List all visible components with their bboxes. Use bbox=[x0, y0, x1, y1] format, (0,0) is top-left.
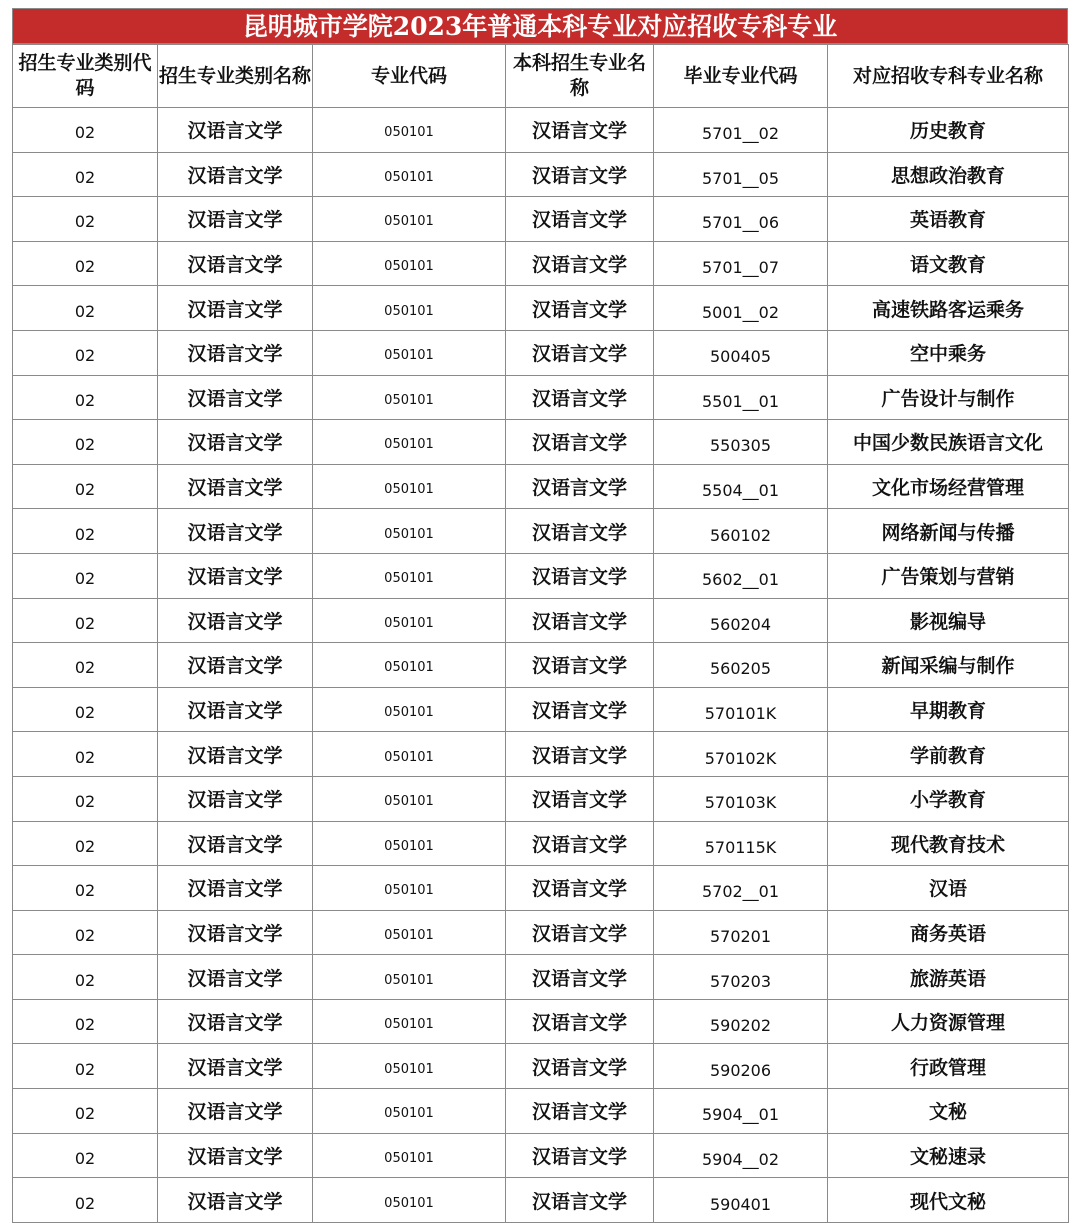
category-code-cell: 02 bbox=[13, 910, 158, 955]
category-name-cell: 汉语言文学 bbox=[158, 776, 313, 821]
category-code-cell: 02 bbox=[13, 197, 158, 242]
target-major-cell: 旅游英语 bbox=[828, 955, 1069, 1000]
target-major-cell: 广告设计与制作 bbox=[828, 375, 1069, 420]
major-name-cell: 汉语言文学 bbox=[506, 509, 654, 554]
category-code-cell: 02 bbox=[13, 420, 158, 465]
header-major-name: 本科招生专业名称 bbox=[506, 45, 654, 108]
target-major-cell: 英语教育 bbox=[828, 197, 1069, 242]
target-major-cell: 文秘速录 bbox=[828, 1133, 1069, 1178]
category-code-cell: 02 bbox=[13, 1133, 158, 1178]
major-name-cell: 汉语言文学 bbox=[506, 241, 654, 286]
table-row bbox=[13, 687, 1069, 732]
graduate-code-cell: 570201 bbox=[654, 910, 828, 955]
target-major-cell: 空中乘务 bbox=[828, 330, 1069, 375]
category-name-cell: 汉语言文学 bbox=[158, 732, 313, 777]
graduate-code-cell: 570102K bbox=[654, 732, 828, 777]
graduate-code-cell: 560204 bbox=[654, 598, 828, 643]
target-major-cell: 现代文秘 bbox=[828, 1178, 1069, 1223]
category-name-cell: 汉语言文学 bbox=[158, 330, 313, 375]
major-code-cell: 050101 bbox=[313, 821, 506, 866]
category-name-cell: 汉语言文学 bbox=[158, 286, 313, 331]
table-row bbox=[13, 197, 1069, 242]
graduate-code-cell: 590401 bbox=[654, 1178, 828, 1223]
major-code-cell: 050101 bbox=[313, 330, 506, 375]
table-row bbox=[13, 464, 1069, 509]
category-name-cell: 汉语言文学 bbox=[158, 999, 313, 1044]
graduate-code-cell: 560205 bbox=[654, 643, 828, 688]
table-row bbox=[13, 732, 1069, 777]
category-code-cell: 02 bbox=[13, 375, 158, 420]
major-code-cell: 050101 bbox=[313, 241, 506, 286]
major-name-cell: 汉语言文学 bbox=[506, 910, 654, 955]
table-row bbox=[13, 509, 1069, 554]
table-row bbox=[13, 776, 1069, 821]
header-category-name: 招生专业类别名称 bbox=[158, 45, 313, 108]
table-row bbox=[13, 420, 1069, 465]
major-code-cell: 050101 bbox=[313, 999, 506, 1044]
table-row bbox=[13, 643, 1069, 688]
major-code-cell: 050101 bbox=[313, 866, 506, 911]
graduate-code-cell: 5504__01 bbox=[654, 464, 828, 509]
table-title: 昆明城市学院2023年普通本科专业对应招收专科专业 bbox=[12, 8, 1068, 44]
header-graduate-code: 毕业专业代码 bbox=[654, 45, 828, 108]
graduate-code-cell: 550305 bbox=[654, 420, 828, 465]
graduate-code-cell: 570203 bbox=[654, 955, 828, 1000]
major-name-cell: 汉语言文学 bbox=[506, 1089, 654, 1134]
major-name-cell: 汉语言文学 bbox=[506, 330, 654, 375]
table-row bbox=[13, 866, 1069, 911]
target-major-cell: 早期教育 bbox=[828, 687, 1069, 732]
major-name-cell: 汉语言文学 bbox=[506, 643, 654, 688]
major-name-cell: 汉语言文学 bbox=[506, 1133, 654, 1178]
header-major-code: 专业代码 bbox=[313, 45, 506, 108]
category-name-cell: 汉语言文学 bbox=[158, 866, 313, 911]
major-name-cell: 汉语言文学 bbox=[506, 955, 654, 1000]
category-name-cell: 汉语言文学 bbox=[158, 553, 313, 598]
category-code-cell: 02 bbox=[13, 108, 158, 153]
category-code-cell: 02 bbox=[13, 1089, 158, 1134]
graduate-code-cell: 590206 bbox=[654, 1044, 828, 1089]
category-name-cell: 汉语言文学 bbox=[158, 955, 313, 1000]
table-row bbox=[13, 999, 1069, 1044]
major-name-cell: 汉语言文学 bbox=[506, 1044, 654, 1089]
major-name-cell: 汉语言文学 bbox=[506, 821, 654, 866]
major-name-cell: 汉语言文学 bbox=[506, 420, 654, 465]
table-row bbox=[13, 241, 1069, 286]
major-code-cell: 050101 bbox=[313, 464, 506, 509]
table-body bbox=[13, 108, 1069, 1223]
category-name-cell: 汉语言文学 bbox=[158, 1044, 313, 1089]
major-code-cell: 050101 bbox=[313, 1133, 506, 1178]
major-code-cell: 050101 bbox=[313, 108, 506, 153]
category-name-cell: 汉语言文学 bbox=[158, 643, 313, 688]
category-name-cell: 汉语言文学 bbox=[158, 1178, 313, 1223]
spreadsheet bbox=[12, 8, 1068, 1223]
graduate-code-cell: 5001__02 bbox=[654, 286, 828, 331]
table-row bbox=[13, 1044, 1069, 1089]
target-major-cell: 广告策划与营销 bbox=[828, 553, 1069, 598]
major-code-cell: 050101 bbox=[313, 1089, 506, 1134]
major-code-cell: 050101 bbox=[313, 420, 506, 465]
category-code-cell: 02 bbox=[13, 643, 158, 688]
category-name-cell: 汉语言文学 bbox=[158, 509, 313, 554]
graduate-code-cell: 5701__06 bbox=[654, 197, 828, 242]
category-name-cell: 汉语言文学 bbox=[158, 108, 313, 153]
major-name-cell: 汉语言文学 bbox=[506, 286, 654, 331]
graduate-code-cell: 570115K bbox=[654, 821, 828, 866]
category-code-cell: 02 bbox=[13, 509, 158, 554]
major-name-cell: 汉语言文学 bbox=[506, 598, 654, 643]
major-name-cell: 汉语言文学 bbox=[506, 999, 654, 1044]
category-name-cell: 汉语言文学 bbox=[158, 1089, 313, 1134]
header-row bbox=[13, 45, 1069, 108]
category-name-cell: 汉语言文学 bbox=[158, 375, 313, 420]
category-name-cell: 汉语言文学 bbox=[158, 241, 313, 286]
target-major-cell: 高速铁路客运乘务 bbox=[828, 286, 1069, 331]
category-name-cell: 汉语言文学 bbox=[158, 598, 313, 643]
category-code-cell: 02 bbox=[13, 464, 158, 509]
target-major-cell: 思想政治教育 bbox=[828, 152, 1069, 197]
table-row bbox=[13, 1089, 1069, 1134]
major-name-cell: 汉语言文学 bbox=[506, 152, 654, 197]
category-code-cell: 02 bbox=[13, 152, 158, 197]
major-code-cell: 050101 bbox=[313, 509, 506, 554]
target-major-cell: 历史教育 bbox=[828, 108, 1069, 153]
major-code-cell: 050101 bbox=[313, 687, 506, 732]
graduate-code-cell: 5701__05 bbox=[654, 152, 828, 197]
category-code-cell: 02 bbox=[13, 732, 158, 777]
category-name-cell: 汉语言文学 bbox=[158, 420, 313, 465]
major-name-cell: 汉语言文学 bbox=[506, 553, 654, 598]
category-name-cell: 汉语言文学 bbox=[158, 152, 313, 197]
major-code-cell: 050101 bbox=[313, 1178, 506, 1223]
major-code-cell: 050101 bbox=[313, 910, 506, 955]
target-major-cell: 文化市场经营管理 bbox=[828, 464, 1069, 509]
major-name-cell: 汉语言文学 bbox=[506, 197, 654, 242]
graduate-code-cell: 570103K bbox=[654, 776, 828, 821]
category-name-cell: 汉语言文学 bbox=[158, 687, 313, 732]
major-code-cell: 050101 bbox=[313, 197, 506, 242]
table-row bbox=[13, 910, 1069, 955]
major-code-cell: 050101 bbox=[313, 643, 506, 688]
major-name-cell: 汉语言文学 bbox=[506, 776, 654, 821]
major-code-cell: 050101 bbox=[313, 553, 506, 598]
target-major-cell: 商务英语 bbox=[828, 910, 1069, 955]
table-row bbox=[13, 1133, 1069, 1178]
category-code-cell: 02 bbox=[13, 821, 158, 866]
major-name-cell: 汉语言文学 bbox=[506, 687, 654, 732]
table-row bbox=[13, 108, 1069, 153]
table-row bbox=[13, 286, 1069, 331]
graduate-code-cell: 500405 bbox=[654, 330, 828, 375]
target-major-cell: 网络新闻与传播 bbox=[828, 509, 1069, 554]
table-row bbox=[13, 955, 1069, 1000]
major-name-cell: 汉语言文学 bbox=[506, 732, 654, 777]
target-major-cell: 新闻采编与制作 bbox=[828, 643, 1069, 688]
major-code-cell: 050101 bbox=[313, 732, 506, 777]
category-name-cell: 汉语言文学 bbox=[158, 910, 313, 955]
major-name-cell: 汉语言文学 bbox=[506, 375, 654, 420]
category-name-cell: 汉语言文学 bbox=[158, 464, 313, 509]
graduate-code-cell: 5702__01 bbox=[654, 866, 828, 911]
major-code-cell: 050101 bbox=[313, 286, 506, 331]
graduate-code-cell: 5904__01 bbox=[654, 1089, 828, 1134]
major-code-cell: 050101 bbox=[313, 955, 506, 1000]
target-major-cell: 汉语 bbox=[828, 866, 1069, 911]
category-code-cell: 02 bbox=[13, 330, 158, 375]
target-major-cell: 文秘 bbox=[828, 1089, 1069, 1134]
graduate-code-cell: 5904__02 bbox=[654, 1133, 828, 1178]
table-row bbox=[13, 375, 1069, 420]
category-code-cell: 02 bbox=[13, 687, 158, 732]
graduate-code-cell: 5701__02 bbox=[654, 108, 828, 153]
major-mapping-table bbox=[12, 44, 1069, 1223]
target-major-cell: 行政管理 bbox=[828, 1044, 1069, 1089]
table-row bbox=[13, 553, 1069, 598]
target-major-cell: 影视编导 bbox=[828, 598, 1069, 643]
graduate-code-cell: 5501__01 bbox=[654, 375, 828, 420]
major-name-cell: 汉语言文学 bbox=[506, 866, 654, 911]
target-major-cell: 小学教育 bbox=[828, 776, 1069, 821]
table-row bbox=[13, 821, 1069, 866]
header-target-major: 对应招收专科专业名称 bbox=[828, 45, 1069, 108]
table-row bbox=[13, 1178, 1069, 1223]
category-name-cell: 汉语言文学 bbox=[158, 821, 313, 866]
category-code-cell: 02 bbox=[13, 286, 158, 331]
category-name-cell: 汉语言文学 bbox=[158, 197, 313, 242]
target-major-cell: 语文教育 bbox=[828, 241, 1069, 286]
major-name-cell: 汉语言文学 bbox=[506, 464, 654, 509]
graduate-code-cell: 570101K bbox=[654, 687, 828, 732]
category-code-cell: 02 bbox=[13, 1044, 158, 1089]
major-code-cell: 050101 bbox=[313, 1044, 506, 1089]
category-code-cell: 02 bbox=[13, 1178, 158, 1223]
target-major-cell: 现代教育技术 bbox=[828, 821, 1069, 866]
target-major-cell: 中国少数民族语言文化 bbox=[828, 420, 1069, 465]
graduate-code-cell: 590202 bbox=[654, 999, 828, 1044]
category-code-cell: 02 bbox=[13, 999, 158, 1044]
category-code-cell: 02 bbox=[13, 955, 158, 1000]
category-code-cell: 02 bbox=[13, 598, 158, 643]
major-code-cell: 050101 bbox=[313, 776, 506, 821]
table-row bbox=[13, 152, 1069, 197]
major-code-cell: 050101 bbox=[313, 152, 506, 197]
category-code-cell: 02 bbox=[13, 553, 158, 598]
category-name-cell: 汉语言文学 bbox=[158, 1133, 313, 1178]
major-name-cell: 汉语言文学 bbox=[506, 1178, 654, 1223]
target-major-cell: 学前教育 bbox=[828, 732, 1069, 777]
category-code-cell: 02 bbox=[13, 866, 158, 911]
major-code-cell: 050101 bbox=[313, 375, 506, 420]
graduate-code-cell: 560102 bbox=[654, 509, 828, 554]
graduate-code-cell: 5701__07 bbox=[654, 241, 828, 286]
target-major-cell: 人力资源管理 bbox=[828, 999, 1069, 1044]
graduate-code-cell: 5602__01 bbox=[654, 553, 828, 598]
major-code-cell: 050101 bbox=[313, 598, 506, 643]
category-code-cell: 02 bbox=[13, 241, 158, 286]
major-name-cell: 汉语言文学 bbox=[506, 108, 654, 153]
table-row bbox=[13, 330, 1069, 375]
table-row bbox=[13, 598, 1069, 643]
category-code-cell: 02 bbox=[13, 776, 158, 821]
header-category-code: 招生专业类别代码 bbox=[13, 45, 158, 108]
